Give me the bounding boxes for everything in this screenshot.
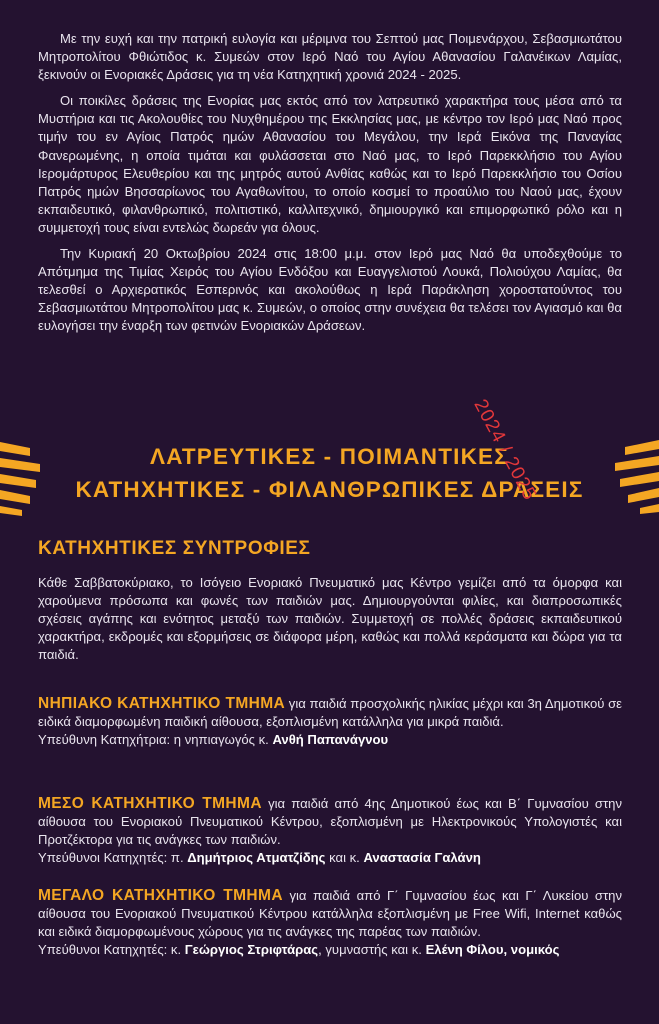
section-intro: Κάθε Σαββατοκύριακο, το Ισόγειο Ενοριακό Πνευματικό μας Κέντρο γεμίζει από τα όμορφα και χαρούμενα πρόσωπα και φωνές των παιδιών μας. Δημιουργούνται φιλίες, και διαπροσωπικές σχέσεις αγάπης και ενότητος μεταξύ των παιδιών. Συμμετοχή σε πολλές δράσεις εκπαιδευτικού χαρακτήρα, εκδρομές και εξορμήσεις σε διάφορα μέρη, καθώς και πολλά κεράσματα και δώρα για τα παιδιά. [38,575,622,663]
group-desc: για παιδιά από 4ης Δημοτικού έως και Β΄ Γυμνασίου στην αίθουσα του Ενοριακού Πνευματικού Κέντρου, εξοπλισμένη με Ηλεκτρονικούς Υπολογιστές και Προτζέκτορα για τις ανάγκες των παιδιών. [38,796,622,848]
group-responsible [38,849,622,867]
responsible-name: Αναστασία Γαλάνη [363,850,481,866]
year-label: 2024 / 2025 [469,396,541,505]
responsible-label: Υπεύθυνη Κατηχήτρια: η νηπιαγωγός κ. [38,732,273,748]
activities-banner [0,400,659,520]
responsible-label: Υπεύθυνοι Κατηχητές: κ. [38,942,185,958]
catechism-group-senior [38,887,622,959]
intro-paragraph: Οι ποικίλες δράσεις της Ενορίας μας εκτός από τον λατρευτικό χαρακτήρα τους μέσα από τα Μυστήρια και τις Ακολουθίες του Νυχθημέρου της Εκκλησίας μας, με κέντρο τον Ιερό μας Ναό προς τιμήν του εν Αγίοις Πατρός ημών Αθανασίου του Μεγάλου, την Ιερά Εικόνα της Παναγίας Φανερωμένης, η οποία τιμάται και φυλάσσεται στο Ναό μας, το Ιερό Παρεκκλήσιο του Αγίου Ιερομάρτυρος Ελευθερίου και της μητρός αυτού Ανθίας καθώς και το Ιερό Παρεκκλήσιο του Οσίου Πατρός ημών Βησσαρίωνος του Αγαθωνίτου, το οποίο κοσμεί το προαύλιο του Ναού μας, έχουν εκπαιδευτικό, φιλανθρωπικό, πολιτιστικό, καλλιτεχνικό, δημιουργικό και επιμορφωτικό ρόλο και η συμμετοχή τους είναι εντελώς δωρεάν για όλους. [38,93,622,235]
intro-paragraph: Με την ευχή και την πατρική ευλογία και μέριμνα του Σεπτού μας Ποιμενάρχου, Σεβασμιωτάτου Μητροπολίτου Φθιώτιδος κ. Συμεών στον Ιερό Ναό του Αγίου Αθανασίου Γαλανέικων Λαμίας, ξεκινούν οι Ενοριακές Δράσεις για τη νέα Κατηχητική χρονιά 2024 - 2025. [38,31,622,83]
group-description [38,795,622,849]
group-desc: για παιδιά προσχολικής ηλικίας μέχρι και 3η Δημοτικού σε ειδικά διαμορφωμένη παιδική αίθουσα, εξοπλισμένη κατάλληλα για μικρά παιδιά. [38,696,622,730]
catechism-group-infant [38,695,622,749]
group-name: ΝΗΠΙΑΚΟ ΚΑΤΗΧΗΤΙΚΟ ΤΜΗΜΑ [38,695,286,712]
responsible-label: Υπεύθυνοι Κατηχητές: π. [38,850,188,866]
banner-title-line2: ΚΑΤΗΧΗΤΙΚΕΣ - ΦΙΛΑΝΘΡΩΠΙΚΕΣ ΔΡΑΣΕΙΣ [75,477,584,502]
responsible-name: Δημήτριος Ατματζίδης [187,850,326,866]
responsible-name: Ελένη Φίλου, νομικός [425,942,560,958]
group-responsible [38,941,622,959]
responsible-name: Ανθή Παπανάγνου [272,732,389,748]
intro-text [38,30,622,344]
section-title: ΚΑΤΗΧΗΤΙΚΕΣ ΣΥΝΤΡΟΦΙΕΣ [38,538,311,559]
responsible-join: , γυμναστής και κ. [318,942,426,958]
group-name: ΜΕΓΑΛΟ ΚΑΤΗΧΗΤΙΚΟ ΤΜΗΜΑ [38,887,283,904]
banner-title-line1: ΛΑΤΡΕΥΤΙΚΕΣ - ΠΟΙΜΑΝΤΙΚΕΣ [150,444,509,469]
group-desc: για παιδιά από Γ΄ Γυμνασίου έως και Γ΄ Λυκείου στην αίθουσα του Ενοριακού Πνευματικού Κέντρου κατάλληλα εξοπλισμένη με Free Wifi, Internet καθώς και ειδικά διαμορφωμένους χώρους για τις ανάγκες της παρέας των παιδιών. [38,888,622,940]
group-description [38,887,622,941]
intro-paragraph: Την Κυριακή 20 Οκτωβρίου 2024 στις 18:00 μ.μ. στον Ιερό μας Ναό θα υποδεχθούμε το Απότμημα της Τιμίας Χειρός του Αγίου Ενδόξου και Ευαγγελιστού Λουκά, Πολιούχου Λαμίας, θα τελεσθεί ο Αρχιερατικός Εσπερινός και ακολούθως η Ιερά Παράκληση χοροστατούντος του Σεβασμιωτάτου Μητροπολίτου μας κ. Συμεών, ο οποίος στην συνέχεια θα τελέσει τον Αγιασμό και θα ευλογήσει την έναρξη των φετινών Ενοριακών Δράσεων. [38,246,622,334]
responsible-join: και κ. [325,850,364,866]
catechism-group-middle [38,795,622,867]
group-responsible [38,731,622,749]
group-description [38,695,622,731]
group-name: ΜΕΣΟ ΚΑΤΗΧΗΤΙΚΟ ΤΜΗΜΑ [38,795,262,812]
responsible-name: Γεώργιος Στριφτάρας [184,942,319,958]
